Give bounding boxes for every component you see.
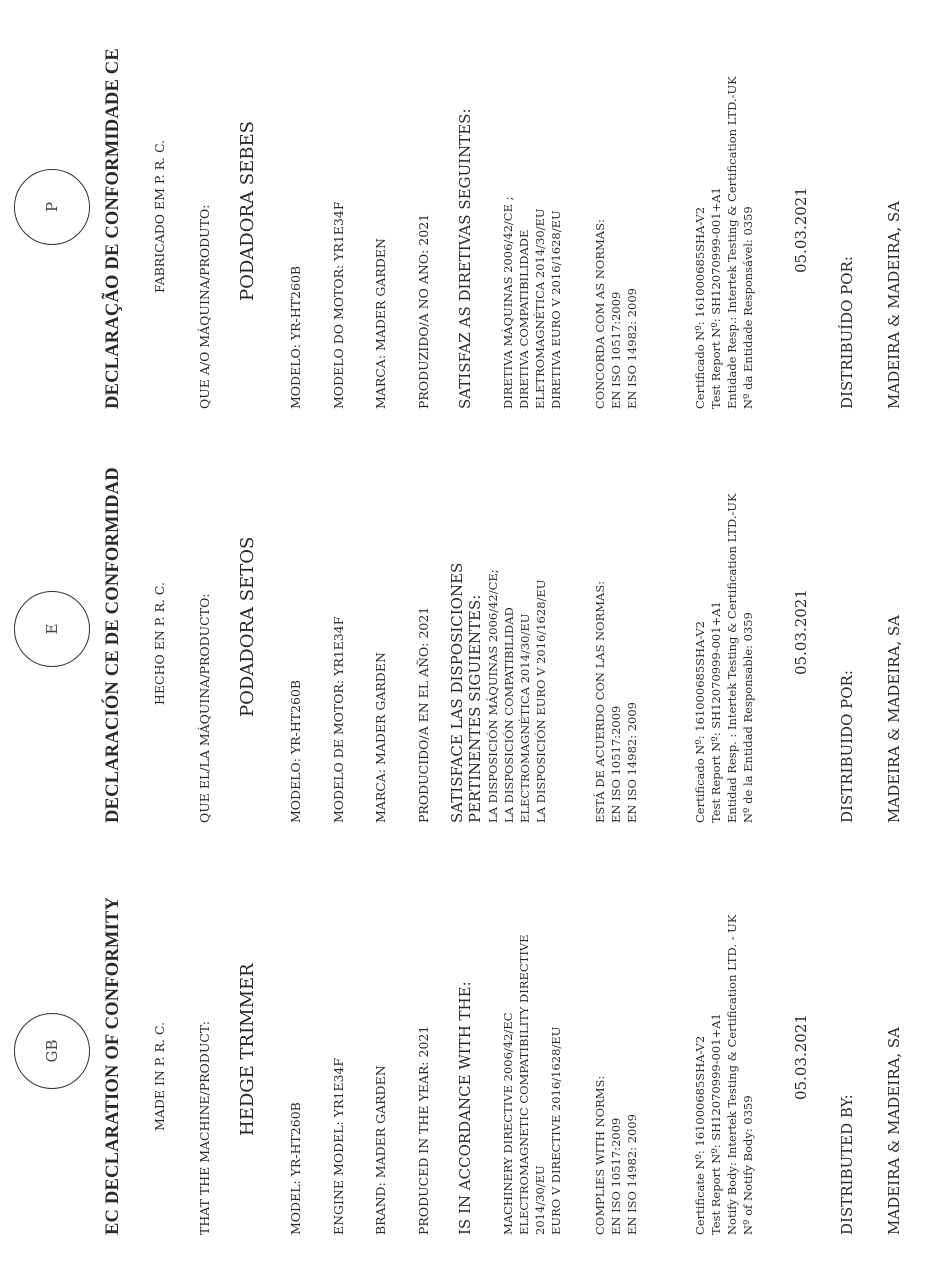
norms-list [592, 219, 640, 409]
accordance-line: SATISFACE LAS DISPOSICIONES [448, 562, 466, 823]
accordance-heading: IS IN ACCORDANCE WITH THE: [456, 981, 474, 1235]
distributor-company: MADEIRA & MADEIRA, SA [885, 1027, 903, 1235]
directive-line: LA DISPOSICIÓN EURO V 2016/1628/EU [534, 579, 548, 823]
directive-line: 2014/30/EU [533, 1165, 547, 1235]
panel-portuguese [0, 1, 950, 423]
directives-list [500, 196, 564, 409]
cert-line: Test Report Nº: SH12070999-001+A1 [709, 1013, 723, 1235]
distributed-by-label: DISTRIBUIDO POR: [838, 670, 856, 823]
accordance-heading: SATISFAZ AS DIRETIVAS SEGUINTES: [456, 108, 474, 409]
engine-model: MODELO DE MOTOR: YR1E34F [331, 616, 346, 823]
model: MODEL: YR-HT260B [288, 1102, 303, 1235]
product-intro: QUE A/O MÁQUINA/PRODUTO: [197, 204, 212, 409]
production-year: PRODUCED IN THE YEAR: 2021 [416, 1025, 431, 1235]
norms-line: EN ISO 10517:2009 [609, 1117, 623, 1235]
cert-line: Notify Body: Intertek Testing & Certification LTD. - UK [725, 914, 739, 1235]
engine-model: ENGINE MODEL: YR1E34F [331, 1057, 346, 1235]
product-name: PODADORA SEBES [237, 121, 258, 301]
country-code-badge: P [14, 169, 90, 245]
cert-line: Certificado Nº: 161000685SHA-V2 [693, 206, 707, 409]
directives-list [485, 569, 549, 823]
country-code-badge: E [14, 591, 90, 667]
production-year: PRODUCIDO/A EN EL AÑO: 2021 [416, 606, 431, 823]
directive-line: ELECTROMAGNETIC COMPATIBILITY DIRECTIVE [517, 934, 531, 1235]
directive-line: DIRETIVA COMPATIBILIDADE [517, 229, 531, 409]
made-in: MADE IN P. R. C. [152, 1021, 167, 1131]
certificate-info [692, 493, 756, 823]
directive-line: DIRETIVA MÁQUINAS 2006/42/CE ; [501, 196, 515, 409]
norms-line: EN ISO 14982: 2009 [625, 702, 639, 823]
panel-english [0, 845, 950, 1267]
certificate-info [692, 915, 756, 1235]
directive-line: ELETROMAGNÉTICA 2014/30/EU [533, 208, 547, 409]
declaration-date: 05.03.2021 [792, 1014, 810, 1100]
norms-line: EN ISO 10517:2009 [609, 705, 623, 823]
cert-line: Certificado Nº: 161000685SHA-V2 [693, 620, 707, 823]
directive-line: MACHINERY DIRECTIVE 2006/42/EC [501, 1012, 515, 1235]
accordance-line: PERTINENTES SIGUIENTES: [466, 594, 484, 823]
declaration-title: DECLARACIÓN CE DE CONFORMIDAD [103, 467, 123, 823]
distributor-company: MADEIRA & MADEIRA, SA [885, 615, 903, 823]
declaration-date: 05.03.2021 [792, 187, 810, 273]
declaration-title: EC DECLARATION OF CONFORMITY [103, 896, 123, 1235]
cert-line: Test Report Nº: SH12070999-001+A1 [709, 187, 723, 409]
model: MODELO: YR-HT260B [288, 679, 303, 823]
declaration-title: DECLARAÇÃO DE CONFORMIDADE CE [103, 48, 123, 409]
engine-model: MODELO DO MOTOR: YR1E34F [331, 201, 346, 409]
norms-line: EN ISO 10517:2009 [609, 291, 623, 409]
directive-line: ELECTROMAGNÉTICA 2014/30/EU [518, 613, 532, 823]
cert-line: Nº de la Entidad Responsable: 0359 [741, 612, 755, 823]
cert-line: Test Report Nº: SH12070999-001+A1 [709, 601, 723, 823]
cert-line: Certificate Nº: 161000685SHA-V2 [693, 1035, 707, 1235]
distributor-company: MADEIRA & MADEIRA, SA [885, 201, 903, 409]
cert-line: Nº of Notify Body: 0359 [741, 1095, 755, 1235]
cert-line: Entidade Resp.: Intertek Testing & Certification LTD.-UK [725, 76, 739, 409]
norms-line: COMPLIES WITH NORMS: [593, 1075, 607, 1235]
product-intro: THAT THE MACHINE/PRODUCT: [197, 1020, 212, 1235]
norms-list [592, 581, 640, 823]
production-year: PRODUZIDO/A NO ANO: 2021 [416, 213, 431, 409]
norms-line: EN ISO 14982: 2009 [625, 1114, 639, 1235]
brand: BRAND: MADER GARDEN [373, 1065, 388, 1235]
brand: MARCA: MADER GARDEN [373, 238, 388, 409]
product-name: HEDGE TRIMMER [237, 963, 258, 1136]
norms-list [592, 1076, 640, 1235]
norms-line: CONCORDA COM AS NORMAS: [593, 219, 607, 409]
directive-line: LA DISPOSICIÓN MÁQUINAS 2006/42/CE; [486, 569, 500, 823]
model: MODELO: YR-HT260B [288, 265, 303, 409]
made-in: FABRICADO EM P. R. C. [152, 139, 167, 293]
directives-list [500, 934, 564, 1235]
country-code-badge: GB [14, 1013, 90, 1089]
declaration-date: 05.03.2021 [792, 589, 810, 675]
norms-line: ESTÁ DE ACUERDO CON LAS NORMAS: [593, 580, 607, 823]
certificate-info [692, 76, 756, 409]
distributed-by-label: DISTRIBUÍDO POR: [838, 256, 856, 409]
cert-line: Entidad Resp. : Intertek Testing & Certification LTD.-UK [725, 493, 739, 823]
panel-spanish [0, 423, 950, 845]
norms-line: EN ISO 14982: 2009 [625, 288, 639, 409]
accordance-heading [448, 563, 484, 823]
product-intro: QUE EL/LA MÁQUINA/PRODUCTO: [197, 593, 212, 823]
directive-line: EURO V DIRECTIVE 2016/1628/EU [549, 1026, 563, 1235]
product-name: PODADORA SETOS [237, 536, 258, 717]
distributed-by-label: DISTRIBUTED BY: [838, 1094, 856, 1235]
directive-line: LA DISPOSICIÓN COMPATIBILIDAD [502, 607, 516, 823]
directive-line: DIRETIVA EURO V 2016/1628/EU [549, 210, 563, 409]
made-in: HECHO EN P. R. C. [152, 581, 167, 705]
brand: MARCA: MADER GARDEN [373, 652, 388, 823]
cert-line: Nº da Entidade Responsável: 0359 [741, 206, 755, 409]
